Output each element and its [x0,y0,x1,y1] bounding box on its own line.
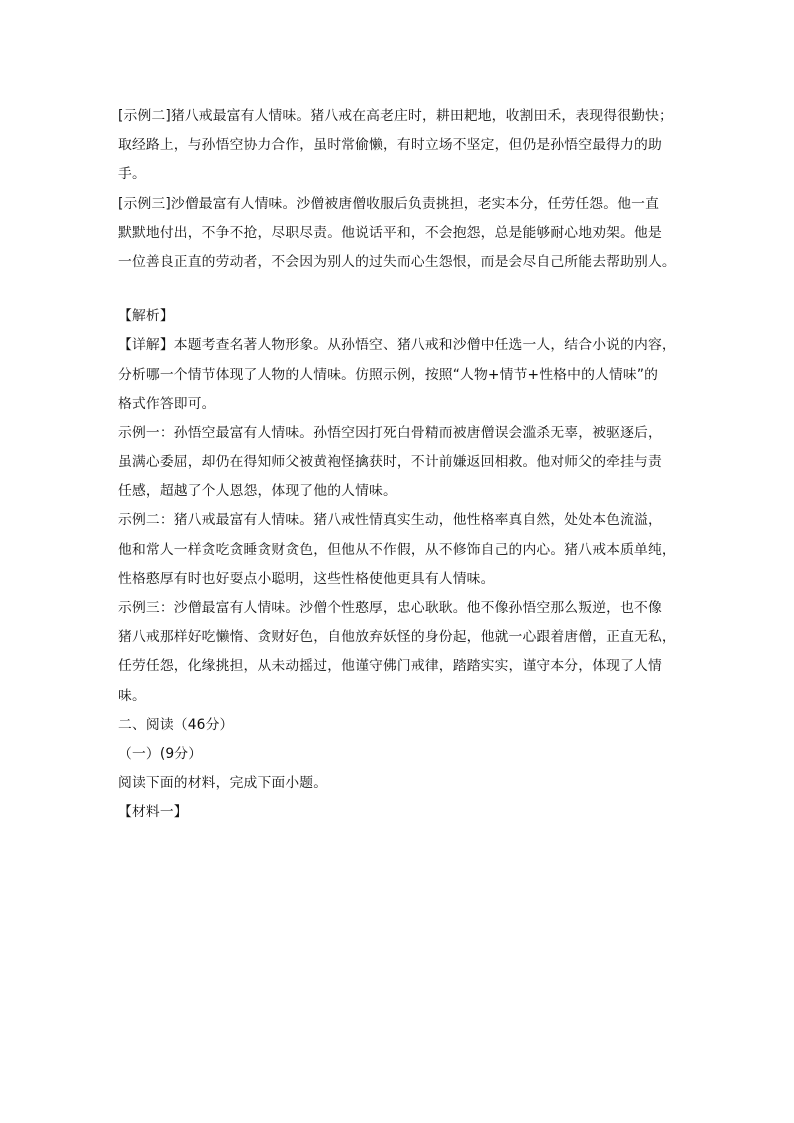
example-3-block [118,190,678,278]
material-heading: 【材料一】 [118,804,188,821]
answer-2-line: 他和常人一样贪吃贪睡贪财贪色，但他从不作假，从不修饰自己的内心。猪八戒本质单纯， [118,541,676,558]
example-2-line: 取经路上，与孙悟空协力合作，虽时常偷懒，有时立场不坚定，但仍是孙悟空最得力的助 [118,137,662,154]
section-instruction: 阅读下面的材料，完成下面小题。 [118,775,328,792]
answer-2-line: 示例二：猪八戒最富有人情味。猪八戒性情真实生动，他性格率真自然，处处本色流溢， [118,512,662,529]
analysis-detail-line: 分析哪一个情节体现了人物的人情味。仿照示例，按照“人物+情节+性格中的人情味”的 [118,366,659,383]
example-2-line: 手。 [118,166,146,183]
detail-label: 【详解】 [118,337,174,354]
analysis-block [118,302,678,711]
analysis-detail-line: 格式作答即可。 [118,395,216,412]
example-3-line: 一位善良正直的劳动者，不会因为别人的过失而心生怨恨，而是会尽自己所能去帮助别人。 [118,253,676,270]
reading-section [118,711,678,828]
document-body [118,102,678,828]
example-3-line: 默默地付出，不争不抢，尽职尽责。他说话平和，不会抱怨，总是能够耐心地劝架。他是 [118,224,662,241]
answer-3-line: 味。 [118,687,146,704]
answer-1-line: 虽满心委屈，却仍在得知师父被黄袍怪擒获时，不计前嫌返回相救。他对师父的牵挂与责 [118,454,662,471]
answer-1-line: 示例一：孙悟空最富有人情味。孙悟空因打死白骨精而被唐僧误会滥杀无辜，被驱逐后， [118,424,662,441]
answer-3-line: 任劳任怨，化缘挑担，从未动摇过，他谨守佛门戒律，踏踏实实，谨守本分，体现了人情 [118,658,662,675]
answer-2-line: 性格憨厚有时也好耍点小聪明，这些性格使他更具有人情味。 [118,570,495,587]
answer-3-line: 猪八戒那样好吃懒惰、贪财好色，自他放弃妖怪的身份起，他就一心跟着唐僧，正直无私， [118,629,676,646]
analysis-detail-line [118,331,678,360]
answer-3-line: 示例三：沙僧最富有人情味。沙僧个性憨厚，忠心耿耿。他不像孙悟空那么叛逆，也不像 [118,600,662,616]
example-3-line: [示例三]沙僧最富有人情味。沙僧被唐僧收服后负责挑担，老实本分，任劳任怨。他一直 [118,195,660,212]
detail-text: 本题考查名著人物形象。从孙悟空、猪八戒和沙僧中任选一人，结合小说的内容， [173,337,676,354]
section-subtitle: （一）(9分） [118,745,203,762]
answer-1-line: 任感，超越了个人恩怨，体现了他的人情味。 [118,483,397,500]
analysis-heading: 【解析】 [118,308,174,325]
section-title: 二、阅读（46分） [118,716,234,733]
example-2-line: [示例二]猪八戒最富有人情味。猪八戒在高老庄时，耕田耙地，收割田禾，表现得很勤快； [118,108,673,124]
spacer [118,277,678,302]
example-2-block [118,102,678,190]
